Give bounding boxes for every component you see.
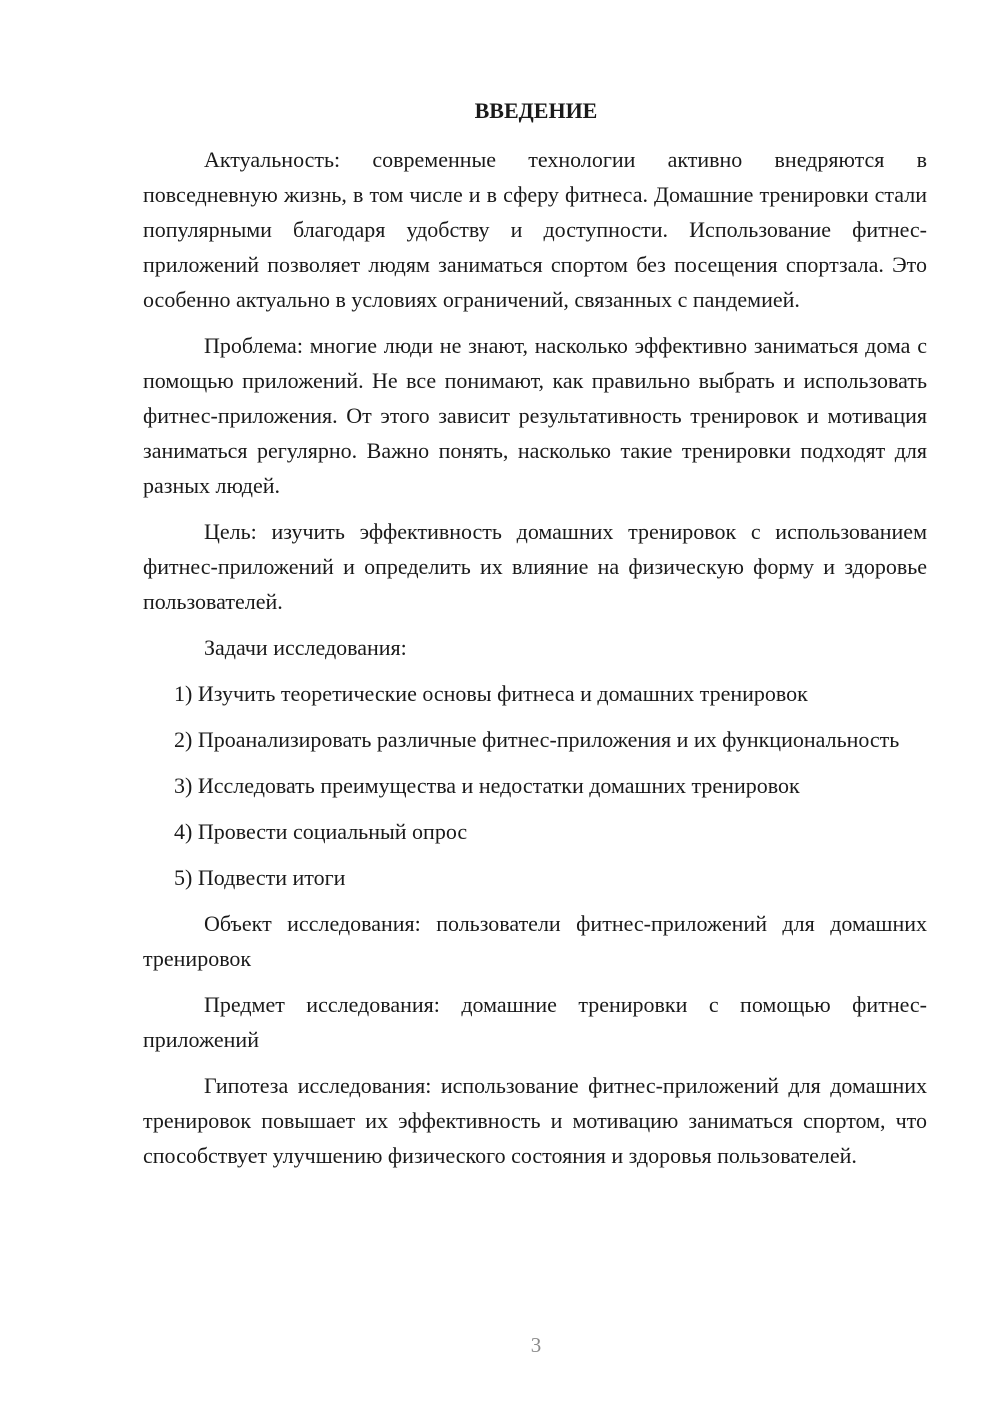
page-number: 3 (530, 1333, 542, 1357)
task-item-5: 5) Подвести итоги (174, 865, 346, 890)
task-item-2: 2) Проанализировать различные фитнес-приложения и их функциональность (174, 727, 900, 752)
problem-paragraph: Проблема: многие люди не знают, насколько эффективно заниматься дома с помощью приложений. Не все понимают, как правильно выбрать и использовать фитнес-приложения. От этого зависит результативность тренировок и мотивация заниматься регулярно. Важно понять, насколько такие тренировки подходят для разных людей. (143, 333, 927, 498)
task-item-1: 1) Изучить теоретические основы фитнеса и домашних тренировок (174, 681, 808, 706)
subject-paragraph: Предмет исследования: домашние тренировки с помощью фитнес-приложений (143, 992, 927, 1052)
task-item-3: 3) Исследовать преимущества и недостатки домашних тренировок (174, 773, 800, 798)
hypothesis-paragraph: Гипотеза исследования: использование фитнес-приложений для домашних тренировок повышает их эффективность и мотивацию заниматься спортом, что способствует улучшению физического состояния и здоровья пользователей. (143, 1073, 927, 1168)
task-item-4: 4) Провести социальный опрос (174, 819, 468, 844)
relevance-paragraph: Актуальность: современные технологии активно внедряются в повседневную жизнь, в том числе и в сферу фитнеса. Домашние тренировки стали популярными благодаря удобству и доступности. Использование фитнес-приложений позволяет людям заниматься спортом без посещения спортзала. Это особенно актуально в условиях ограничений, связанных с пандемией. (143, 147, 927, 312)
tasks-heading: Задачи исследования: (204, 635, 407, 660)
object-paragraph: Объект исследования: пользователи фитнес-приложений для домашних тренировок (143, 911, 927, 971)
page-title: ВВЕДЕНИЕ (474, 98, 598, 123)
goal-paragraph: Цель: изучить эффективность домашних тренировок с использованием фитнес-приложений и определить их влияние на физическую форму и здоровье пользователей. (143, 519, 927, 614)
document-body (143, 93, 927, 1184)
